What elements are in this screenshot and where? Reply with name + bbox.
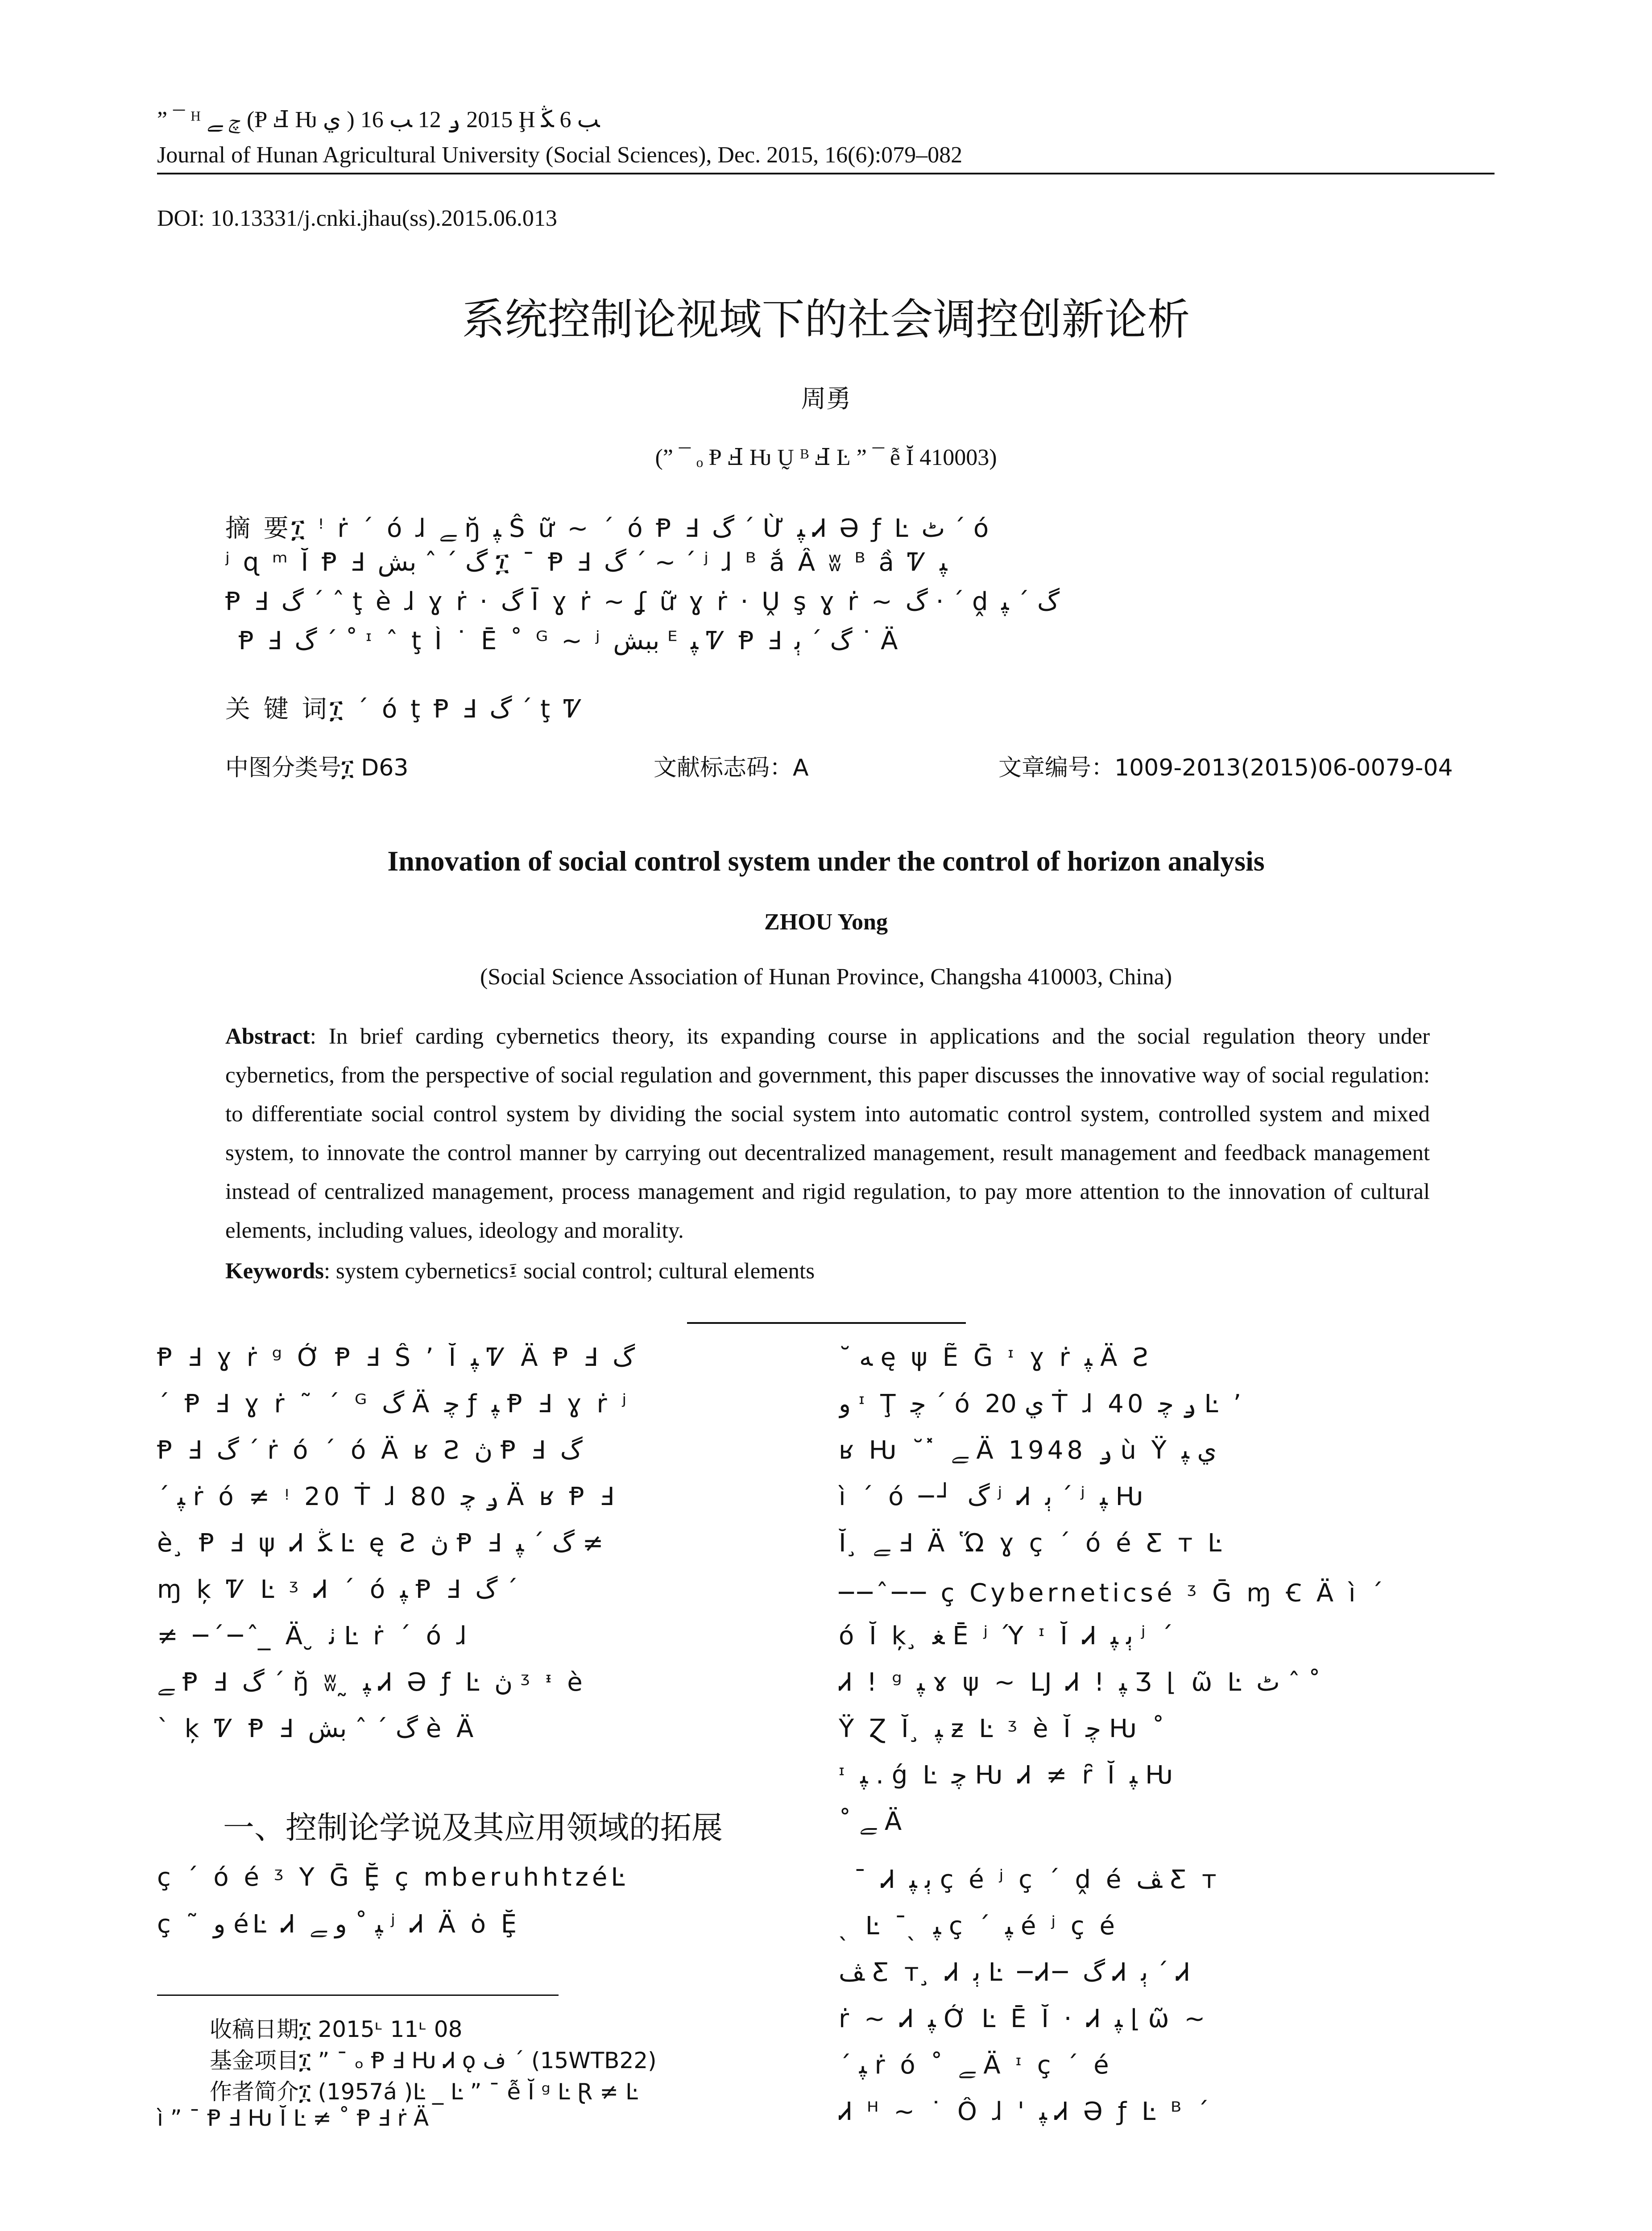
body-line: ﭫ Ƹ ᴛ ̧ Ꮧ ﭔ Ŀ ─Ꮧ─ ﮒ Ꮧ ﭔ ˊ Ꮧ: [839, 1958, 1193, 1987]
journal-header-en: Journal of Hunan Agricultural University (Social Sciences), Dec. 2015, 16(6):079–082: [157, 142, 963, 168]
header-rule: [157, 173, 1495, 174]
body-line: ɱ ķ Ꮴ Ŀ ᶾ Ꮧ ˊ ó ﭙ Ᵽ Ⅎ ﮒ ˊ: [157, 1575, 518, 1604]
author-cn: 周勇: [801, 385, 851, 414]
body-line: Ᵽ Ⅎ ɣ ṙ ᵍ Ớ Ᵽ Ⅎ Ŝ ʼ Ĭ ﭙ Ꮴ Ä Ᵽ Ⅎ ﮒ: [157, 1343, 635, 1372]
abstract-cn-label: 摘 要፲: [225, 514, 307, 543]
abstract-cn-text: ꜝ ṙ ˊ ó ɺ ﮯ ŋ̆ ﭙ Ŝ ữ ~ ˊ ó Ᵽ Ⅎ ﮒ ˊ Ừ ﭙ Ꮧ Ə ƒ Ŀ ﭦ ˊ ó: [318, 514, 992, 543]
keywords-cn: [225, 689, 1430, 725]
body-line: ﮯ Ᵽ Ⅎ ﮒ ˊ ŋ̆ ʬ ̰ ﭙ Ꮧ Ə ƒ Ŀ ڽ ᶾ ᶧ è: [157, 1668, 586, 1697]
body-line: ṙ ~ Ꮧ ﭙ Ớ Ŀ Ḗ Ῐ · Ꮧ ﭙ ⌊ ῶ ~: [839, 2004, 1209, 2033]
body-line: ᶦ ﭙ . ǵ Ŀ ﭼ Ƕ Ꮧ ≠ ȓ Ῐ ﭙ Ƕ: [839, 1761, 1177, 1790]
footnote-funding: 基金项目፲ ” ¯ ₒ Ᵽ Ⅎ Ƕ Ꮧ ǫ ﻑ ˊ (15WTB22): [210, 2048, 657, 2073]
keywords-en-label: Keywords: [225, 1259, 324, 1284]
footnote-author-bio-cont: ì ” ¯ Ᵽ Ⅎ Ƕ Ῐ Ŀ ≠ ˚ Ᵽ Ⅎ ṙ Ä: [157, 2105, 429, 2131]
footnote-rule: [157, 1995, 559, 1996]
paper-title-cn: 系统控制论视域下的社会调控创新论析: [462, 294, 1190, 344]
abstract-en-label: Abstract: [225, 1024, 310, 1049]
body-line: ʁ Ƕ ˘ ̽ ﮯ Ä 1948 ݛ ù Ÿ ﻱ ﭙ: [839, 1436, 1217, 1465]
keywords-cn-text: ˊ ó ţ Ᵽ Ⅎ ﮒ ˊ ţ Ꮴ: [356, 695, 585, 724]
body-line: Ῐ ̧ ﮯ Ⅎ Ä Ὥ ɣ ç ˊ ó é Ƹ ᴛ Ŀ: [839, 1529, 1226, 1558]
article-number: 文章编号：1009-2013(2015)06-0079-04: [998, 755, 1453, 781]
section-separator: [687, 1322, 966, 1324]
abstract-en-text: : In brief carding cybernetics theory, its expanding course in applications and the social regulation theory under cybernetics, from the perspective of social regulation and government, this paper discusses the innovative way of social regulation: to differentiate social control system by dividing the social system into automatic control system, controlled system and mixed system, to innovate the control manner by carrying out decentralized management, result management and feedback management instead of centralized management, process management and rigid regulation, to pay more attention to the innovation of cultural elements, including values, ideology and morality.: [225, 1024, 1430, 1243]
body-line: ì ˊ ó ─┘ ﮒ ʲ Ꮧ ﭔ ˊ ʲ ﭙ Ƕ: [839, 1482, 1147, 1511]
abstract-cn-line: Ᵽ Ⅎ ﮒ ˊ ˆ ţ è ɺ ɣ ṙ · ﮒ Ῑ ɣ ṙ ~ ʆ ữ ɣ ṙ · Ṷ ş ɣ ṙ ~ ﮒ · ˊ ḓ ﮒ ˊ ﭙ: [225, 587, 1060, 616]
body-line: ˊ ﭙ ṙ ó ˚ ﮯ Ä ᶦ ç ˊ é: [839, 2051, 1113, 2080]
body-line: ç ˜ ﻭ éĿ Ꮧ ﭙ ˚ ﻭ ﮯ ʲ Ꮧ Ä ȯ Ḝ: [157, 1910, 521, 1939]
body-line: ó Ῐ ķ ̧ ﻐ Ḗ ʲ Ύ ᶦ Ῐ Ꮧ ﭔ ﭙ ʲ ˊ: [839, 1621, 1177, 1650]
section-heading: 一、控制论学说及其应用领域的拓展: [223, 1809, 723, 1846]
body-line: ˚ ﮯ Ä: [839, 1807, 906, 1836]
document-code: 文献标志码：A: [654, 755, 809, 781]
body-line: ﻭ ᶦ Ţ ﭼ ˊ ó ﻱ 20 Ṫ ɺ 40 ݛ ﭼ Ŀ ʼ: [839, 1389, 1245, 1418]
abstract-cn-line: ʲ ɋ ᵐ Ῐ Ᵽ Ⅎ ﮒ ˊ ˆ ﺑﺶ ፲ ¯ Ᵽ Ⅎ ﮒ ˊ ~ ˊ ʲ ɺ ᴮ ắ Â ʬ ᴮ ầ Ꮴ ﭙ: [225, 548, 948, 577]
footnote-received-date: 收稿日期፲ 2015ᶫ 11ᶫ 08: [210, 2016, 463, 2042]
body-line: Ꮧ ! ᵍ ﭙ ɤ ψ ~ Ǉ Ꮧ ! ﭙ Ʒ ⌊ ῶ Ŀ ﭦ ˆ ˚: [839, 1668, 1321, 1697]
keywords-cn-label: 关 键 词፲: [225, 695, 346, 724]
body-line: Ᵽ Ⅎ ﮒ ˊ ṙ ó ˊ ó Ä ʁ Ƨ ڽ Ᵽ Ⅎ ﮒ: [157, 1436, 583, 1465]
body-line: ̽ ¯ Ꮧ ﭔ ﭙ ç é ʲ ç ˊ ḓ é ﭫ Ƹ ᴛ: [839, 1865, 1220, 1894]
affiliation-en: (Social Science Association of Hunan Province, Changsha 410003, China): [480, 964, 1172, 990]
body-line: ≠ ─ˊ─ˆ ̲ Ä ̮ ﭠ Ŀ ṙ ˊ ó ɺ: [157, 1621, 470, 1650]
keywords-en-text: : system cybernetics፤ social control; cultural elements: [323, 1259, 815, 1284]
body-line: ˊ ﭙ ṙ ó ≠ ᵎ 20 Ṫ ɺ 80 ݛ ﭼ Ä ʁ Ᵽ Ⅎ: [157, 1482, 617, 1511]
affiliation-cn: (” ¯ ₒ Ᵽ Ⅎ Ƕ Ṵ ᴮ Ⅎ Ŀ ” ¯ ễ Ῐ 410003): [655, 445, 997, 470]
paper-title-en: Innovation of social control system under the control of horizon analysis: [387, 845, 1265, 877]
body-line: è ̧ Ᵽ Ⅎ ψ Ꮧ ﯖ Ŀ ę Ƨ ڽ Ᵽ Ⅎ ﮒ ˊ ﭙ ≠: [157, 1529, 604, 1558]
author-en: ZHOU Yong: [764, 909, 888, 935]
journal-header-cn: ” ¯ ᴴ ﭺ ﮯ (Ᵽ Ⅎ Ƕ ي ) 2015 ݛ 12 ﺐ 16 Ḩ ﺐ 6 ﯖ: [157, 107, 600, 133]
classification-number: 中图分类号፲ D63: [225, 755, 409, 781]
body-line: ç ˊ ó é ᶾ Y Ḡ Ḝ ç mberuhhtzéĿ: [157, 1863, 629, 1892]
abstract-cn-line: ̧ Ᵽ Ⅎ ﮒ ˊ ˚ ᶦ ˆ ţ Ì ˙ Ḕ ˚ ᴳ ~ ʲ ﺑﺒﺶ ᴱ ﭙ Ꮴ Ᵽ Ⅎ ﮒ ˊ ﭔ ˙ Ä: [225, 626, 901, 655]
body-line: Ꮧ ᴴ ~ ˙ Ô ɺ ' ﭙ Ꮧ Ə ƒ Ŀ ᴮ ˊ: [839, 2097, 1213, 2126]
abstract-en: [225, 1017, 1430, 1250]
body-line: ˘ ﻪ ę ψ Ẽ Ḡ ᶦ ɣ ṙ ﭙ Ä Ƨ: [839, 1343, 1152, 1372]
keywords-en: [225, 1258, 815, 1285]
body-line: Ÿ Ɀ Ῐ ̧ ﭙ ƶ Ŀ ᶾ è Ῐ ﭼ Ƕ ˚: [839, 1714, 1168, 1743]
body-line: ˊ Ᵽ Ⅎ ɣ ṙ ˜ ˊ ᴳ ﮒ Ä ﭼ ƒ ﭙ Ᵽ Ⅎ ɣ ṙ ʲ: [157, 1389, 630, 1418]
body-line: ──ˆ── ç Cyberneticsé ᶾ Ḡ ɱ Ꞓ Ä ì ˊ: [839, 1579, 1387, 1608]
body-line: ̧ ̖ Ŀ ¯ ̖ ﭙ ç ˊ ﭙ é ʲ ç é: [839, 1912, 1118, 1941]
body-line: ˋ ķ Ꮴ Ᵽ Ⅎ ﮒ ˊ ˆ ﺑﺶ è Ä: [157, 1714, 477, 1743]
abstract-cn-line: [225, 509, 1430, 544]
doi: DOI: 10.13331/j.cnki.jhau(ss).2015.06.013: [157, 206, 557, 231]
footnote-author-bio: 作者简介፲ (1957á )Ŀ _ Ŀ ” ¯ ễ Ῐ ᵍ Ŀ Ɽ ≠ Ŀ: [210, 2079, 638, 2105]
